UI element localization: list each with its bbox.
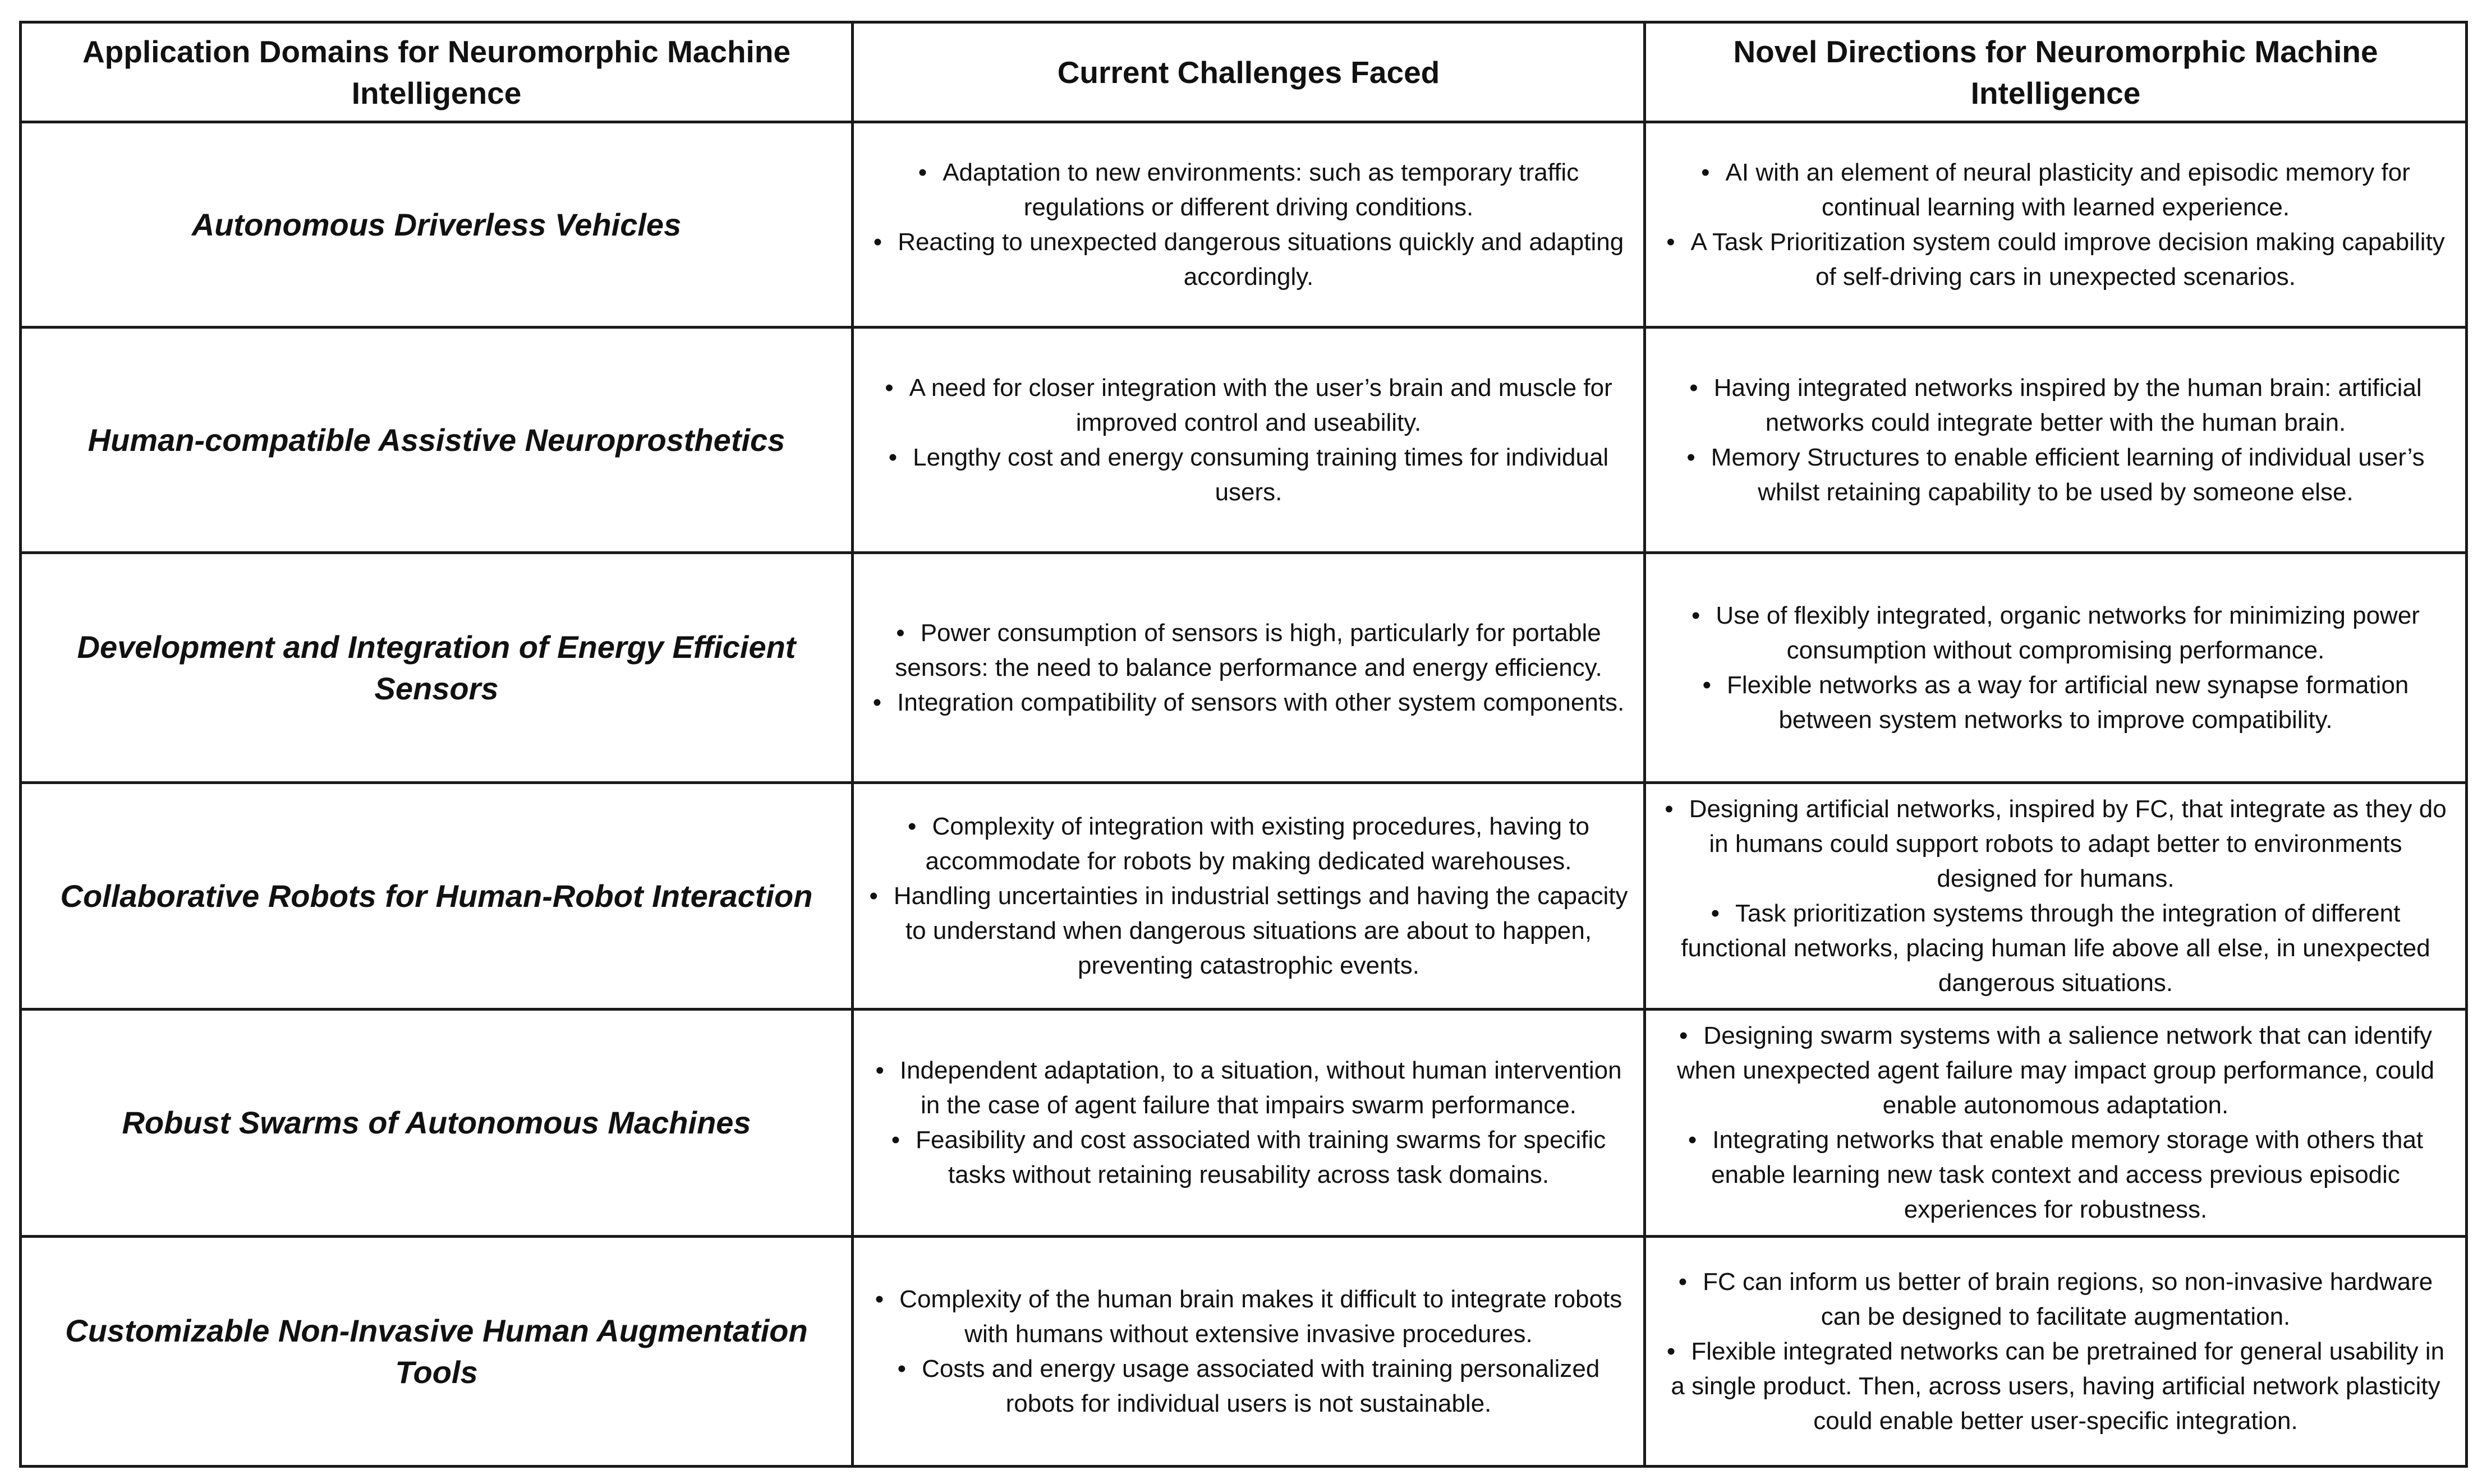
table-header-row [21,22,2467,122]
domain-cell: Human-compatible Assistive Neuroprosthetics [21,328,853,553]
table-row [21,1010,2467,1237]
list-item: • Complexity of integration with existing procedures, having to accommodate for robots by making dedicated warehouses. [868,809,1629,879]
directions-list [1661,1265,2451,1439]
table-row [21,122,2467,328]
challenges-list [868,371,1629,510]
challenges-cell [853,1237,1645,1467]
list-item: • Costs and energy usage associated with training personalized robots for individual users is not sustainable. [868,1352,1629,1421]
directions-cell [1645,553,2467,783]
list-item: • FC can inform us better of brain regions, so non-invasive hardware can be designed to facilitate augmentation. [1661,1265,2451,1334]
list-item: • Integration compatibility of sensors with other system components. [868,685,1629,720]
challenges-cell [853,328,1645,553]
list-item: • Independent adaptation, to a situation, without human intervention in the case of agent failure that impairs swarm performance. [868,1053,1629,1123]
directions-cell [1645,783,2467,1010]
list-item: • Designing artificial networks, inspired by FC, that integrate as they do in humans could support robots to adapt better to environments designed for humans. [1661,792,2451,896]
domain-cell: Autonomous Driverless Vehicles [21,122,853,328]
header-current-challenges: Current Challenges Faced [853,22,1645,122]
list-item: • Feasibility and cost associated with training swarms for specific tasks without retaining reusability across task domains. [868,1123,1629,1192]
directions-list [1661,792,2451,1001]
comparison-table [19,21,2468,1468]
list-item: • Use of flexibly integrated, organic networks for minimizing power consumption without compromising performance. [1661,598,2451,668]
table-row [21,1237,2467,1467]
challenges-list [868,809,1629,983]
list-item: • Power consumption of sensors is high, particularly for portable sensors: the need to balance performance and energy efficiency. [868,616,1629,685]
table-row [21,553,2467,783]
list-item: • Adaptation to new environments: such as temporary traffic regulations or different driving conditions. [868,155,1629,225]
table-row [21,783,2467,1010]
directions-cell [1645,328,2467,553]
list-item: • Flexible networks as a way for artificial new synapse formation between system networks to improve compatibility. [1661,668,2451,738]
domain-cell: Robust Swarms of Autonomous Machines [21,1010,853,1237]
domain-cell: Customizable Non-Invasive Human Augmentation Tools [21,1237,853,1467]
challenges-list [868,616,1629,720]
list-item: • AI with an element of neural plasticity and episodic memory for continual learning with learned experience. [1661,155,2451,225]
directions-cell [1645,1010,2467,1237]
list-item: • Lengthy cost and energy consuming training times for individual users. [868,440,1629,510]
list-item: • Designing swarm systems with a salience network that can identify when unexpected agent failure may impact group performance, could enable autonomous adaptation. [1661,1018,2451,1123]
list-item: • A need for closer integration with the user’s brain and muscle for improved control and useability. [868,371,1629,440]
domain-cell: Collaborative Robots for Human-Robot Interaction [21,783,853,1010]
directions-cell [1645,122,2467,328]
list-item: • Task prioritization systems through the integration of different functional networks, placing human life above all else, in unexpected dangerous situations. [1661,896,2451,1001]
list-item: • Memory Structures to enable efficient learning of individual user’s whilst retaining capability to be used by someone else. [1661,440,2451,510]
list-item: • Handling uncertainties in industrial settings and having the capacity to understand when dangerous situations are about to happen, preventing catastrophic events. [868,879,1629,983]
challenges-list [868,1282,1629,1421]
header-novel-directions: Novel Directions for Neuromorphic Machine Intelligence [1645,22,2467,122]
challenges-cell [853,783,1645,1010]
list-item: • Complexity of the human brain makes it difficult to integrate robots with humans without extensive invasive procedures. [868,1282,1629,1352]
directions-list [1661,371,2451,510]
table-row [21,328,2467,553]
list-item: • Flexible integrated networks can be pretrained for general usability in a single product. Then, across users, having artificial network plasticity could enable better user-specific integration. [1661,1334,2451,1439]
challenges-cell [853,122,1645,328]
list-item: • Integrating networks that enable memory storage with others that enable learning new task context and access previous episodic experiences for robustness. [1661,1123,2451,1227]
list-item: • Reacting to unexpected dangerous situations quickly and adapting accordingly. [868,225,1629,294]
list-item: • A Task Prioritization system could improve decision making capability of self-driving cars in unexpected scenarios. [1661,225,2451,294]
challenges-list [868,1053,1629,1192]
list-item: • Having integrated networks inspired by the human brain: artificial networks could integrate better with the human brain. [1661,371,2451,440]
challenges-cell [853,1010,1645,1237]
challenges-cell [853,553,1645,783]
directions-list [1661,155,2451,294]
header-application-domains: Application Domains for Neuromorphic Machine Intelligence [21,22,853,122]
challenges-list [868,155,1629,294]
directions-cell [1645,1237,2467,1467]
directions-list [1661,1018,2451,1227]
domain-cell: Development and Integration of Energy Efficient Sensors [21,553,853,783]
directions-list [1661,598,2451,738]
